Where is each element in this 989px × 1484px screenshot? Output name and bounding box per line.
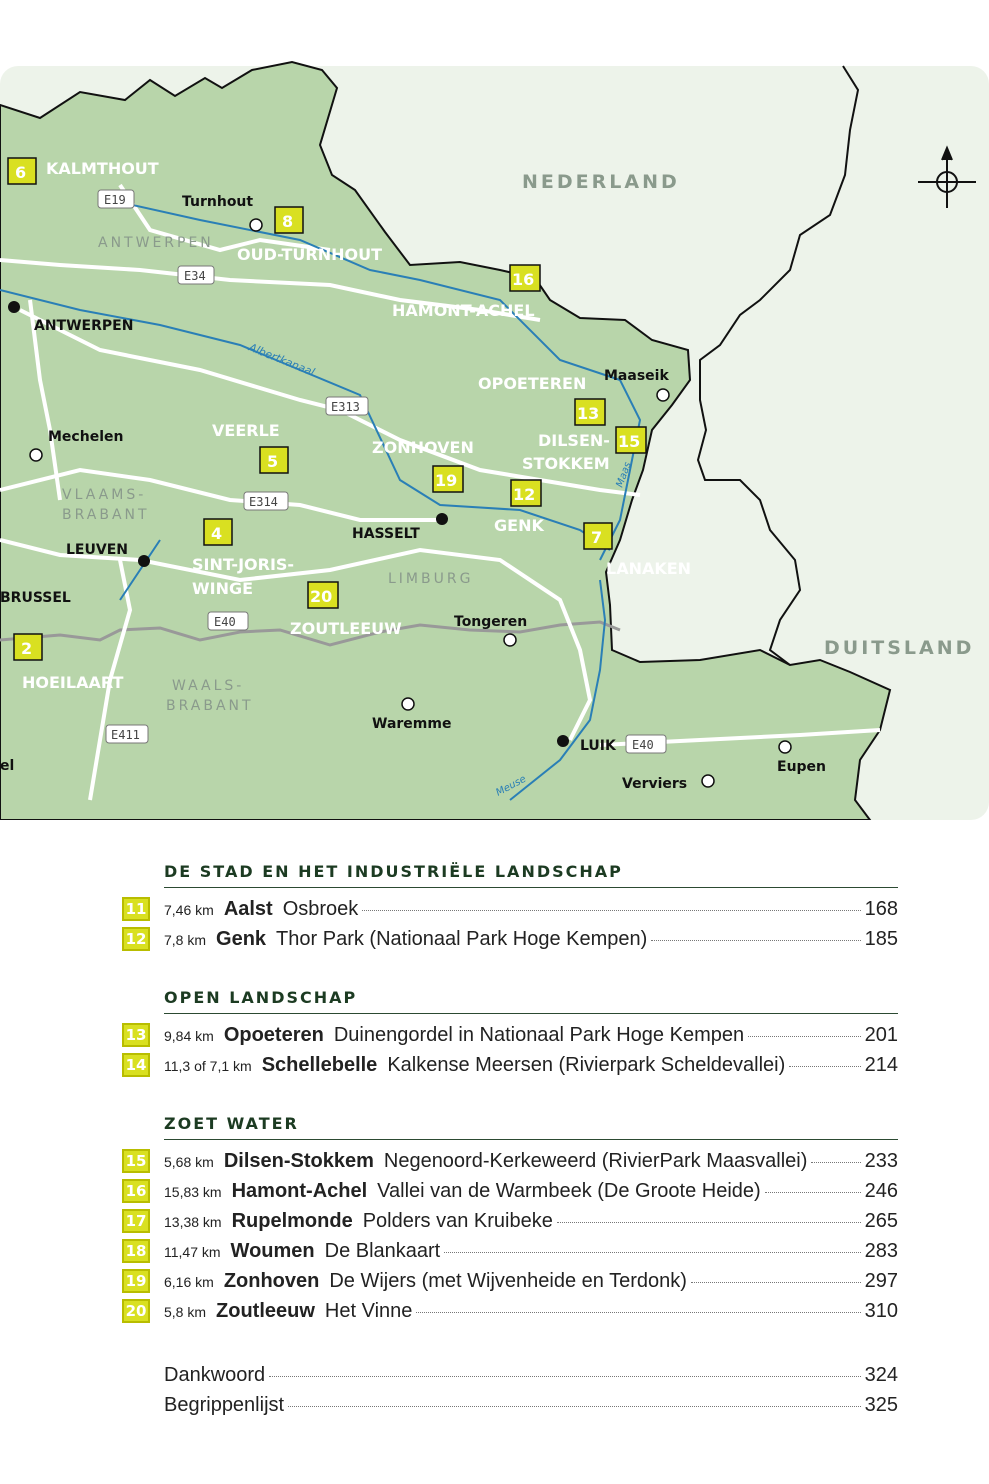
walk-number-badge: 15 (122, 1149, 150, 1173)
svg-text:8: 8 (282, 212, 294, 231)
toc-entry[interactable] (118, 1146, 898, 1176)
place-name: Genk (216, 927, 267, 950)
walk-description: Negenoord-Kerkeweerd (RivierPark Maasvallei) (383, 1149, 808, 1172)
svg-text:4: 4 (211, 524, 223, 543)
city-maaseik: Maaseik (604, 368, 669, 384)
walk-description: Polders van Kruibeke (362, 1209, 553, 1232)
leader-dots (444, 1252, 860, 1253)
distance: 7,46 km (164, 901, 214, 918)
region-vlaams: VLAAMS- (62, 487, 147, 503)
city-verviers: Verviers (622, 776, 688, 792)
svg-text:7: 7 (591, 528, 603, 547)
leader-dots (557, 1222, 861, 1223)
walk-label-hamont-achel: HAMONT-ACHEL (392, 301, 535, 320)
toc-entry[interactable] (118, 894, 898, 924)
place-name: Woumen (230, 1239, 315, 1262)
toc-entry[interactable] (118, 1050, 898, 1080)
place-name: Zoutleeuw (216, 1299, 315, 1322)
road-e19: E19 (104, 193, 126, 207)
city-eupen: Eupen (777, 759, 827, 775)
page-number: 283 (864, 1239, 898, 1262)
svg-text:15: 15 (618, 432, 641, 451)
svg-text:20: 20 (310, 587, 333, 606)
walk-number-badge: 17 (122, 1209, 150, 1233)
walk-label-oud-turnhout: OUD-TURNHOUT (237, 245, 382, 264)
walk-marker-15[interactable] (616, 427, 646, 453)
walk-marker-5[interactable] (260, 447, 288, 473)
section-title: OPEN LANDSCHAP (164, 988, 898, 1014)
leader-dots (691, 1282, 861, 1283)
city-turnhout: Turnhout (182, 194, 254, 210)
page-number: 214 (864, 1053, 898, 1076)
walk-description: Osbroek (282, 897, 359, 920)
road-e34: E34 (184, 269, 206, 283)
walk-description: Vallei van de Warmbeek (De Groote Heide) (377, 1179, 761, 1202)
distance: 5,68 km (164, 1153, 214, 1170)
svg-text:2: 2 (21, 639, 33, 658)
water-meuse: Meuse (494, 773, 529, 799)
place-name: Dilsen-Stokkem (223, 1149, 374, 1172)
page-number: 246 (864, 1179, 898, 1202)
city-tongeren: Tongeren (454, 614, 528, 630)
water-maas: Maas (614, 460, 634, 490)
city-luik: LUIK (580, 738, 616, 754)
leader-dots (651, 940, 860, 941)
walk-label-genk: GENK (494, 516, 544, 535)
walk-number-badge: 14 (122, 1053, 150, 1077)
table-of-contents (118, 862, 898, 1420)
leader-dots (811, 1162, 860, 1163)
walk-description: De Wijers (met Wijvenheide en Terdonk) (329, 1269, 687, 1292)
page-number: 201 (864, 1023, 898, 1046)
page-number: 325 (864, 1393, 898, 1416)
walk-label-kalmthout: KALMTHOUT (46, 159, 159, 178)
section-title: ZOET WATER (164, 1114, 898, 1140)
distance: 7,8 km (164, 931, 207, 948)
walk-label-dilsen: DILSEN- (538, 431, 610, 450)
walk-number-badge: 19 (122, 1269, 150, 1293)
leader-dots (748, 1036, 861, 1037)
walk-label-lanaken: LANAKEN (606, 559, 692, 578)
city-antwerpen: ANTWERPEN (34, 318, 134, 334)
toc-entry[interactable] (118, 1176, 898, 1206)
leader-dots (269, 1376, 860, 1377)
walk-label-hoeilaart: HOEILAART (22, 673, 124, 692)
svg-text:16: 16 (512, 270, 535, 289)
walk-description: De Blankaart (324, 1239, 441, 1262)
leader-dots (789, 1066, 860, 1067)
city-mechelen: Mechelen (48, 429, 124, 445)
region-antwerpen: ANTWERPEN (98, 235, 214, 251)
walk-marker-16[interactable] (510, 265, 540, 291)
city-hasselt: HASSELT (352, 526, 420, 542)
walk-label-zoutleeuw: ZOUTLEEUW (290, 619, 402, 638)
distance: 6,16 km (164, 1273, 214, 1290)
page-number: 265 (864, 1209, 898, 1232)
place-name: Schellebelle (261, 1053, 378, 1076)
walk-description: Thor Park (Nationaal Park Hoge Kempen) (276, 927, 648, 950)
region-limburg: LIMBURG (388, 571, 474, 587)
distance: 11,47 km (164, 1243, 221, 1260)
road-e314: E314 (249, 495, 278, 509)
walk-number-badge: 12 (122, 927, 150, 951)
city-waremme: Waremme (372, 716, 452, 732)
walk-description: Duinengordel in Nationaal Park Hoge Kempen (333, 1023, 745, 1046)
place-name: Opoeteren (223, 1023, 324, 1046)
distance: 15,83 km (164, 1183, 222, 1200)
walk-marker-6[interactable] (8, 158, 36, 184)
walk-marker-7[interactable] (584, 523, 612, 549)
walk-number-badge: 13 (122, 1023, 150, 1047)
page-number: 310 (864, 1299, 898, 1322)
walk-label-zonhoven: ZONHOVEN (372, 438, 474, 457)
walk-marker-20[interactable] (308, 582, 338, 608)
city-brussel: BRUSSEL (0, 590, 71, 606)
walk-marker-4[interactable] (204, 519, 232, 545)
distance: 13,38 km (164, 1213, 222, 1230)
page-number: 324 (864, 1363, 898, 1386)
toc-entry[interactable] (118, 1236, 898, 1266)
distance: 11,3 of 7,1 km (164, 1057, 252, 1074)
toc-entry[interactable] (118, 1266, 898, 1296)
walk-number-badge: 16 (122, 1179, 150, 1203)
walk-label-sint-joris: SINT-JORIS- (192, 555, 295, 574)
place-name: Hamont-Achel (231, 1179, 368, 1202)
section-title: DE STAD EN HET INDUSTRIËLE LANDSCHAP (164, 862, 898, 888)
place-name: Aalst (223, 897, 273, 920)
walk-label-stokkem: STOKKEM (522, 454, 610, 473)
water-albertkanaal: Albertkanaal (246, 340, 317, 379)
city-leuven: LEUVEN (66, 542, 128, 558)
country-duitsland: DUITSLAND (824, 637, 975, 659)
city-el: el (0, 758, 15, 774)
page-number: 185 (864, 927, 898, 950)
road-e411: E411 (111, 728, 140, 742)
walk-number-badge: 20 (122, 1299, 150, 1323)
leader-dots (288, 1406, 861, 1407)
toc-entry[interactable] (118, 1296, 898, 1326)
country-nederland: NEDERLAND (522, 171, 680, 193)
leader-dots (416, 1312, 860, 1313)
walk-marker-2[interactable] (14, 634, 42, 660)
page-number: 168 (864, 897, 898, 920)
region-waals-brabant: BRABANT (166, 698, 254, 714)
leader-dots (765, 1192, 861, 1193)
road-e313: E313 (331, 400, 360, 414)
toc-extra-entry[interactable] (118, 1390, 898, 1420)
leader-dots (362, 910, 860, 911)
toc-entry[interactable] (118, 1206, 898, 1236)
svg-text:13: 13 (577, 404, 600, 423)
svg-text:5: 5 (267, 452, 279, 471)
walk-marker-19[interactable] (433, 466, 463, 492)
svg-text:6: 6 (15, 163, 27, 182)
region-brabant: BRABANT (62, 507, 150, 523)
extra-label: Dankwoord (164, 1363, 266, 1386)
walk-marker-12[interactable] (511, 480, 541, 506)
toc-entry[interactable] (118, 924, 898, 954)
extra-label: Begrippenlijst (164, 1393, 285, 1416)
toc-entry[interactable] (118, 1020, 898, 1050)
toc-extra-entry[interactable] (118, 1360, 898, 1390)
walk-number-badge: 18 (122, 1239, 150, 1263)
distance: 5,8 km (164, 1303, 207, 1320)
page-number: 233 (864, 1149, 898, 1172)
road-e40-west: E40 (214, 615, 236, 629)
walk-label-veerle: VEERLE (212, 421, 280, 440)
svg-text:19: 19 (435, 471, 458, 490)
walk-description: Het Vinne (324, 1299, 413, 1322)
walk-marker-13[interactable] (575, 399, 605, 425)
place-name: Rupelmonde (231, 1209, 353, 1232)
region-waals: WAALS- (172, 678, 245, 694)
page-number: 297 (864, 1269, 898, 1292)
walk-number-badge: 11 (122, 897, 150, 921)
place-name: Zonhoven (223, 1269, 320, 1292)
walk-description: Kalkense Meersen (Rivierpark Scheldevallei) (387, 1053, 786, 1076)
walk-label-opoeteren: OPOETEREN (478, 374, 587, 393)
distance: 9,84 km (164, 1027, 214, 1044)
svg-text:12: 12 (513, 485, 536, 504)
road-e40-east: E40 (632, 738, 654, 752)
walk-label-winge: WINGE (192, 579, 254, 598)
walk-marker-8[interactable] (275, 207, 303, 233)
